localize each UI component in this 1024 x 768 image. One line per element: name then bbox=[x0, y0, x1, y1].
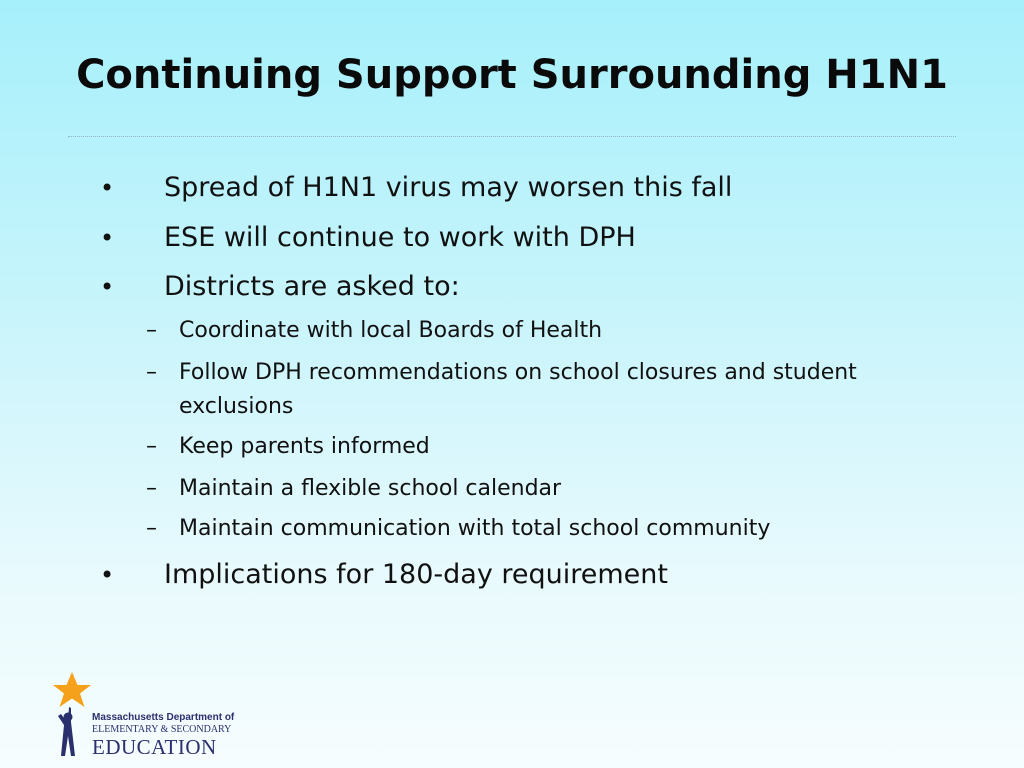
slide-title: Continuing Support Surrounding H1N1 bbox=[76, 52, 948, 98]
sub-bullet-marker: – bbox=[146, 434, 157, 459]
sub-bullet-text: Maintain a flexible school calendar bbox=[179, 476, 562, 501]
sub-bullet-marker: – bbox=[146, 318, 157, 343]
bullet-text: Spread of H1N1 virus may worsen this fall bbox=[164, 172, 733, 203]
sub-bullet-text: Coordinate with local Boards of Health bbox=[179, 318, 603, 343]
star-icon bbox=[53, 672, 91, 707]
bullet-text: Districts are asked to: bbox=[164, 271, 460, 302]
sub-bullet-marker: – bbox=[146, 360, 157, 385]
star-figure-icon bbox=[48, 672, 96, 764]
bullet-marker: • bbox=[100, 224, 115, 252]
sub-bullet-text: Maintain communication with total school community bbox=[179, 516, 771, 541]
ese-logo bbox=[48, 672, 238, 764]
logo-line-3: EDUCATION bbox=[92, 735, 217, 759]
sub-bullet-text: Follow DPH recommendations on school closures and student exclusions bbox=[179, 360, 857, 419]
sub-bullet-text: Keep parents informed bbox=[179, 434, 430, 459]
logo-line-1: Massachusetts Department of bbox=[92, 712, 235, 723]
logo-line-2: ELEMENTARY & SECONDARY bbox=[92, 724, 232, 735]
bullet-text: Implications for 180-day requirement bbox=[164, 559, 668, 590]
bullet-marker: • bbox=[100, 273, 115, 301]
sub-bullet-marker: – bbox=[146, 476, 157, 501]
sub-bullet-marker: – bbox=[146, 516, 157, 541]
bullet-marker: • bbox=[100, 561, 115, 589]
bullet-text: ESE will continue to work with DPH bbox=[164, 222, 636, 253]
bullet-marker: • bbox=[100, 174, 115, 202]
